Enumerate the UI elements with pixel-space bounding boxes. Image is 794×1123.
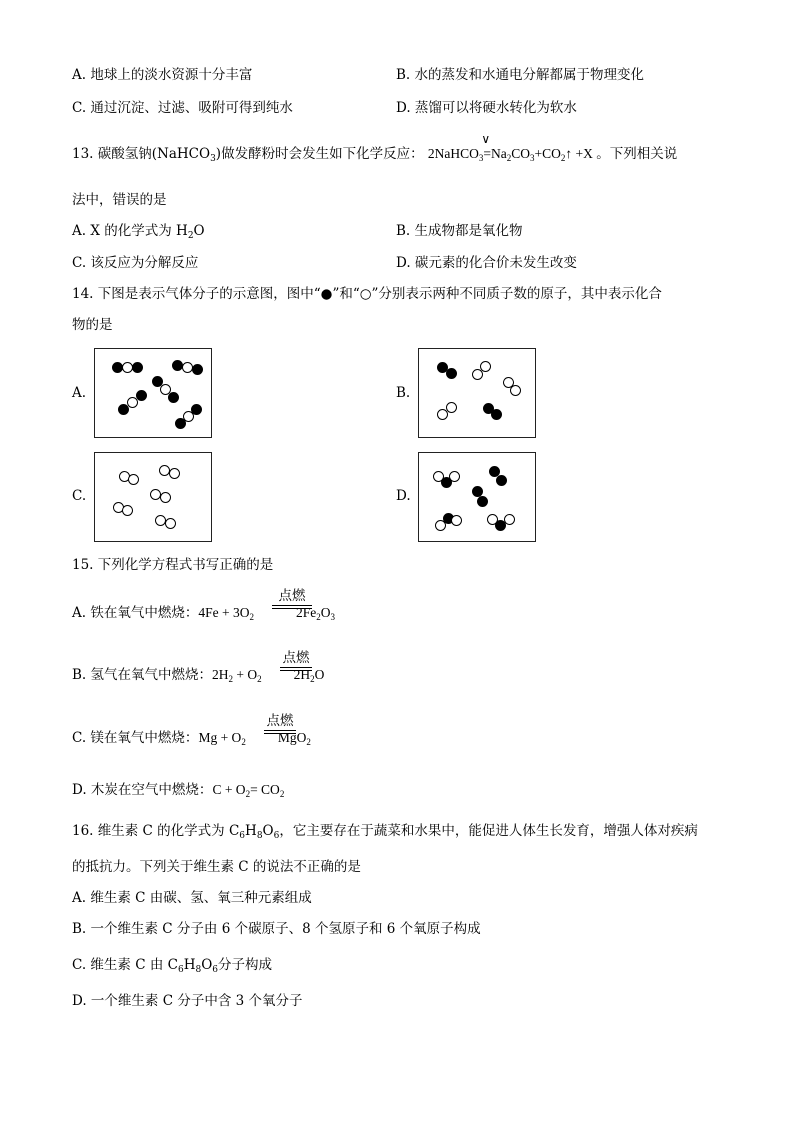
q12-option-a: A. 地球上的淡水资源十分丰富: [72, 67, 253, 83]
black-atom: [496, 475, 507, 486]
black-atom: [132, 362, 143, 373]
q16-option-d: D. 一个维生素 C 分子中含 3 个氧分子: [72, 993, 303, 1009]
black-atom: [477, 496, 488, 507]
black-atom: [175, 418, 186, 429]
white-atom: [451, 515, 462, 526]
q15-stem: 15. 下列化学方程式书写正确的是: [72, 557, 274, 573]
q16-option-b: B. 一个维生素 C 分子由 6 个碳原子、8 个氢原子和 6 个氧原子构成: [72, 921, 481, 937]
q15-option-b: B. 氢气在氧气中燃烧：$2H_2 + O_2$ $2H_2O$: [72, 667, 325, 684]
q15-option-d: D. 木炭在空气中燃烧：$C + O_2= CO_2$: [72, 782, 285, 799]
q14-diagram-b: [418, 348, 536, 438]
q14-stem-line2: 物的是: [72, 317, 113, 333]
black-atom: [168, 392, 179, 403]
white-atom: [504, 514, 515, 525]
q14-diagram-a: [94, 348, 212, 438]
q16-stem: 16. 维生素 C 的化学式为 $C_6H_8O_6$，它主要存在于蔬菜和水果中，能促进人体生长发育，增强人体对疾病: [72, 823, 698, 841]
q12-option-b: B. 水的蒸发和水通电分解都属于物理变化: [396, 67, 645, 83]
q16-option-c: C. 维生素 C 由 $C_6H_8O_6$分子构成: [72, 957, 273, 975]
white-atom: [449, 471, 460, 482]
q12-option-c: C. 通过沉淀、过滤、吸附可得到纯水: [72, 100, 293, 116]
q15-option-a: A. 铁在氧气中燃烧：$4Fe + 3O_2$ $2Fe_2O_3$: [72, 605, 335, 622]
black-atom: [118, 404, 129, 415]
q15-option-c: C. 镁在氧气中燃烧：$Mg + O_2$ MgO$_2$: [72, 730, 311, 747]
white-atom: [446, 402, 457, 413]
q16-stem-line2: 的抵抗力。下列关于维生素 C 的说法不正确的是: [72, 859, 361, 875]
q14-diagram-c: [94, 452, 212, 542]
q13-option-b: B. 生成物都是氧化物: [396, 223, 523, 239]
q13-stem-line2: 法中，错误的是: [72, 192, 167, 208]
white-atom: [510, 385, 521, 396]
white-atom: [128, 474, 139, 485]
white-atom: [127, 397, 138, 408]
q14-option-a-label: A.: [72, 385, 87, 401]
black-atom: [491, 409, 502, 420]
white-atom: [480, 361, 491, 372]
q13-option-d: D. 碳元素的化合价未发生改变: [396, 255, 577, 271]
white-atom: [160, 492, 171, 503]
q14-option-d-label: D.: [396, 488, 411, 504]
q15-b-condition: 点燃: [280, 652, 312, 671]
heat-symbol: ∨: [481, 132, 491, 146]
q16-option-a: A. 维生素 C 由碳、氢、氧三种元素组成: [72, 890, 312, 906]
black-atom: [446, 368, 457, 379]
q14-stem: 14. 下图是表示气体分子的示意图，图中“●”和“○”分别表示两种不同质子数的原子，其中表示化合: [72, 286, 662, 302]
q12-option-d: D. 蒸馏可以将硬水转化为软水: [396, 100, 577, 116]
black-atom: [192, 364, 203, 375]
q15-c-condition: 点燃: [264, 715, 296, 734]
q14-diagram-d: [418, 452, 536, 542]
q14-option-b-label: B.: [396, 385, 411, 401]
white-atom: [165, 518, 176, 529]
q13-stem: 13. 碳酸氢钠(NaHCO$_3$)做发酵粉时会发生如下化学反应： 2NaHCO$_3$ ∨ $=Na_2CO_3+CO_2↑ +X$ 。下列相关说: [72, 132, 678, 164]
q13-equation: 2NaHCO$_3$ ∨ $=Na_2CO_3+CO_2↑ +X$: [427, 132, 593, 163]
q14-option-c-label: C.: [72, 488, 87, 504]
black-atom: [136, 390, 147, 401]
white-atom: [122, 505, 133, 516]
q13-option-c: C. 该反应为分解反应: [72, 255, 199, 271]
q13-option-a: A. X 的化学式为 $H_2O$: [72, 223, 205, 241]
q15-a-condition: 点燃: [272, 590, 312, 609]
white-atom: [169, 468, 180, 479]
